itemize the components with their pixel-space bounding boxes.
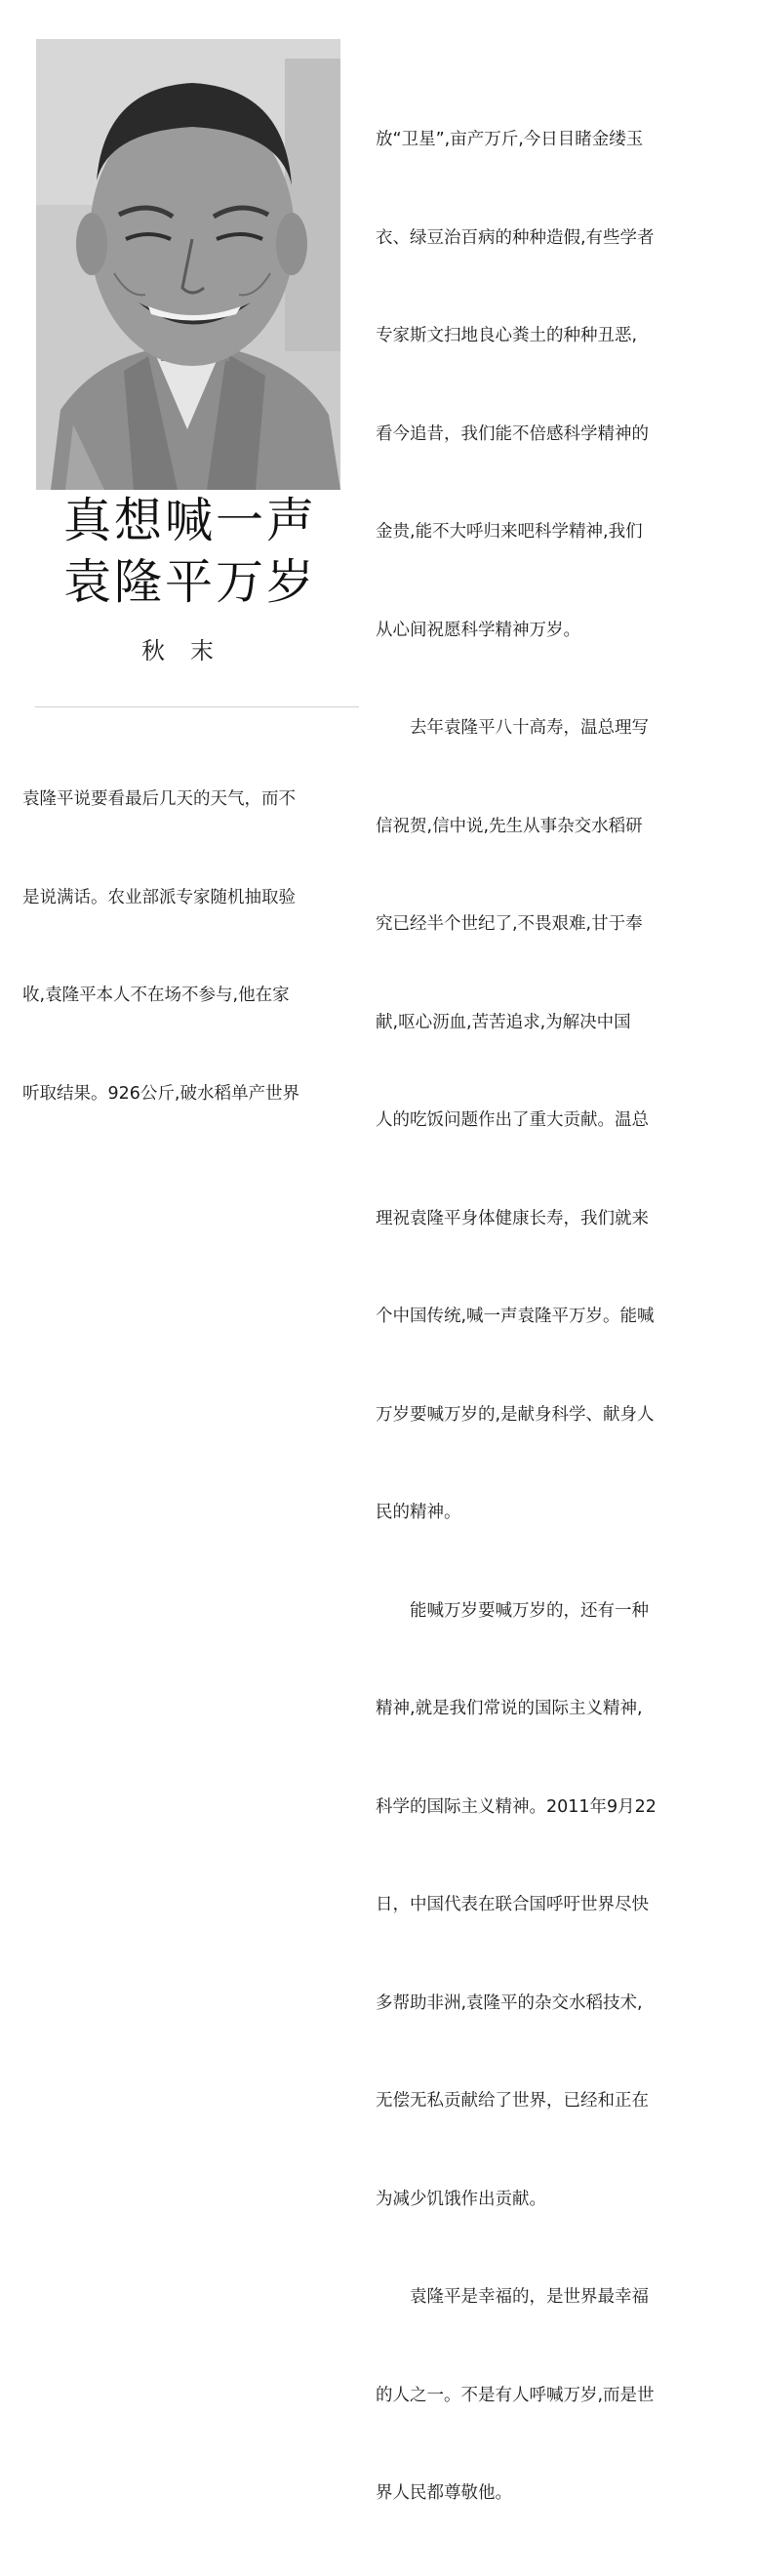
text-line: 信祝贺,信中说,先生从事杂交水稻研 xyxy=(376,816,643,836)
text-line: 科学的国际主义精神。2011年9月22 xyxy=(376,1796,657,1817)
text-line: 去年袁隆平八十高寿，温总理写 xyxy=(376,718,649,738)
text-line: 为减少饥饿作出贡献。 xyxy=(376,2189,546,2209)
text-line: 理祝袁隆平身体健康长寿，我们就来 xyxy=(376,1208,649,1228)
text-line: 精神,就是我们常说的国际主义精神, xyxy=(376,1699,643,1718)
text-line: 民的精神。 xyxy=(376,1503,461,1522)
text-line: 能喊万岁要喊万岁的，还有一种 xyxy=(376,1600,649,1621)
text-line: 收,袁隆平本人不在场不参与,他在家 xyxy=(22,986,290,1005)
right-column-text xyxy=(376,59,657,2576)
text-line: 人的吃饭问题作出了重大贡献。温总 xyxy=(376,1110,649,1130)
text-line: 献,呕心沥血,苦苦追求,为解决中国 xyxy=(376,1012,631,1032)
text-line: 究已经半个世纪了,不畏艰难,甘于奉 xyxy=(376,914,643,934)
divider xyxy=(35,706,359,707)
text-line: 专家斯文扫地良心粪土的种种丑恶, xyxy=(376,326,638,345)
text-line: 看今追昔，我们能不倍感科学精神的 xyxy=(376,423,649,444)
article-author: 秋末 xyxy=(141,637,239,664)
text-line: 万岁要喊万岁的,是献身科学、献身人 xyxy=(376,1404,655,1425)
left-column-text xyxy=(22,718,299,1176)
text-line: 是说满话。农业部派专家随机抽取验 xyxy=(22,887,296,907)
text-line: 金贵,能不大呼归来吧科学精神,我们 xyxy=(376,522,643,542)
article-title-line-1: 真想喊一声 xyxy=(62,493,317,548)
text-line: 放“卫星”,亩产万斤,今日目睹金缕玉 xyxy=(376,130,644,149)
text-line: 日，中国代表在联合国呼吁世界尽快 xyxy=(376,1895,649,1914)
text-line: 的人之一。不是有人呼喊万岁,而是世 xyxy=(376,2385,655,2405)
text-line: 袁隆平是幸福的，是世界最幸福 xyxy=(376,2287,649,2307)
text-line: 袁隆平说要看最后几天的天气，而不 xyxy=(22,789,296,809)
text-line: 衣、绿豆治百病的种种造假,有些学者 xyxy=(376,227,655,248)
text-line: 多帮助非洲,袁隆平的杂交水稻技术, xyxy=(376,1992,643,2013)
article-title-line-2: 袁隆平万岁 xyxy=(62,554,317,610)
text-line: 界人民都尊敬他。 xyxy=(376,2483,512,2503)
text-line: 听取结果。926公斤,破水稻单产世界 xyxy=(22,1083,299,1104)
text-line: 无偿无私贡献给了世界，已经和正在 xyxy=(376,2091,649,2111)
text-line: 从心间祝愿科学精神万岁。 xyxy=(376,620,580,640)
text-line: 个中国传统,喊一声袁隆平万岁。能喊 xyxy=(376,1307,655,1326)
portrait-photo xyxy=(36,39,340,490)
